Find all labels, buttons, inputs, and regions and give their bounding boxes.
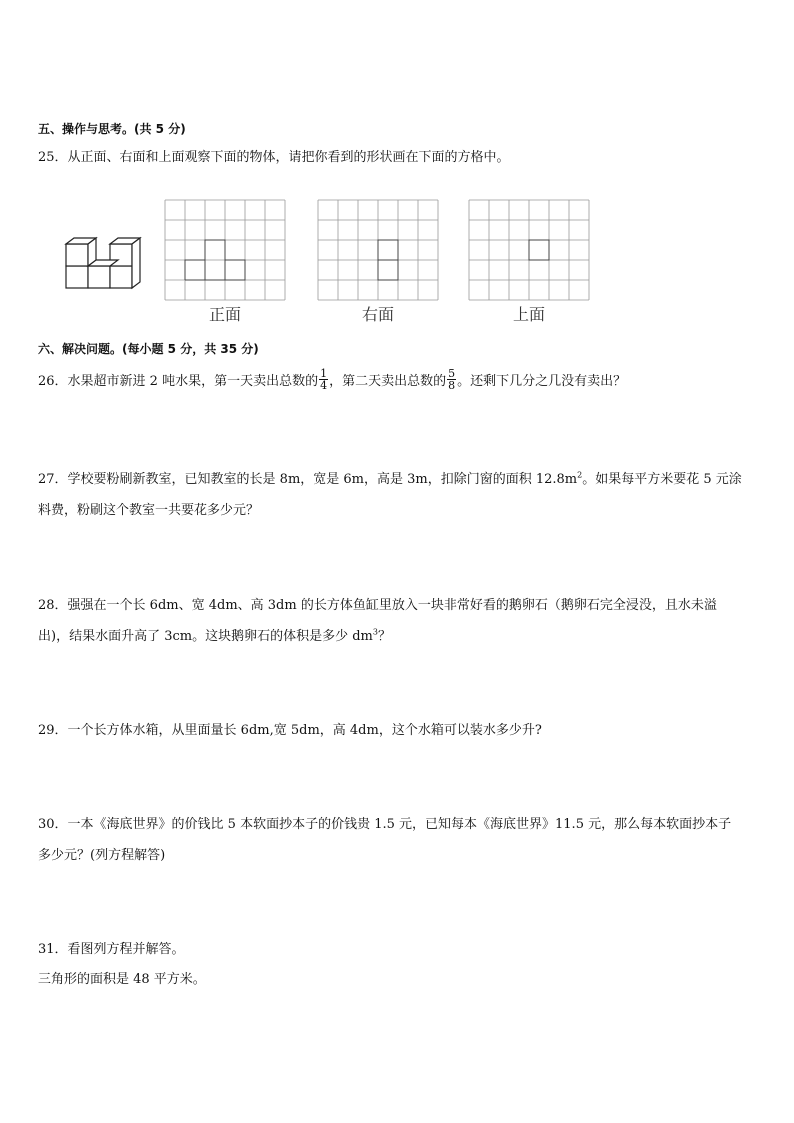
- q27-line1a: 27．学校要粉刷新教室，已知教室的长是 8m，宽是 6m，高是 3m，扣除门窗的面积 12.8m: [38, 472, 578, 487]
- section5-heading: 五、操作与思考。(共 5 分): [38, 122, 186, 136]
- q25-figure: [60, 196, 600, 331]
- question-28-line1: 28．强强在一个长 6dm、宽 4dm、高 3dm 的长方体鱼缸里放入一块非常好看的鹅卵石（鹅卵石完全浸没，且水未溢: [38, 598, 717, 613]
- frac1-denominator: 4: [320, 378, 328, 392]
- frac1-numerator: 1: [320, 366, 328, 380]
- question-30-line2: 多少元？(列方程解答): [38, 848, 166, 863]
- section6-heading: 六、解决问题。(每小题 5 分，共 35 分): [38, 342, 259, 356]
- fraction-five-eighths: [447, 368, 456, 391]
- question-29: 29．一个长方体水箱，从里面量长 6dm,宽 5dm，高 4dm，这个水箱可以装水多少升?: [38, 723, 542, 738]
- question-31-line1: 31．看图列方程并解答。: [38, 942, 185, 957]
- q26-part3: 。还剩下几分之几没有卖出？: [457, 373, 627, 389]
- q27-line1b: 。如果每平方米要花 5 元涂: [582, 472, 742, 487]
- question-30-line1: 30．一本《海底世界》的价钱比 5 本软面抄本子的价钱贵 1.5 元，已知每本《海底世界》11.5 元，那么每本软面抄本子: [38, 817, 732, 832]
- frac2-denominator: 8: [448, 378, 456, 392]
- question-26: [38, 364, 626, 394]
- q26-part1: 26．水果超市新进 2 吨水果，第一天卖出总数的: [38, 373, 319, 389]
- label-right: 右面: [361, 305, 395, 324]
- top-shape: [529, 240, 549, 260]
- question-25: 25．从正面、右面和上面观察下面的物体，请把你看到的形状画在下面的方格中。: [38, 150, 510, 165]
- q28-line2b: ？: [377, 629, 391, 644]
- question-28-line2: [38, 625, 391, 644]
- fraction-one-quarter: [319, 368, 328, 391]
- question-27-line1: [38, 468, 742, 487]
- q27-sup: 2: [577, 470, 583, 480]
- q26-part2: ，第二天卖出总数的: [329, 373, 447, 389]
- q28-sup: 3: [372, 627, 378, 637]
- cube-object: [66, 238, 140, 288]
- question-31-line2: 三角形的面积是 48 平方米。: [38, 972, 206, 987]
- question-27-line2: 料费，粉刷这个教室一共要花多少元？: [38, 503, 260, 518]
- label-front: 正面: [208, 305, 242, 324]
- label-top: 上面: [512, 305, 546, 324]
- frac2-numerator: 5: [448, 366, 456, 380]
- q28-line2a: 出)，结果水面升高了 3cm。这块鹅卵石的体积是多少 dm: [38, 629, 373, 644]
